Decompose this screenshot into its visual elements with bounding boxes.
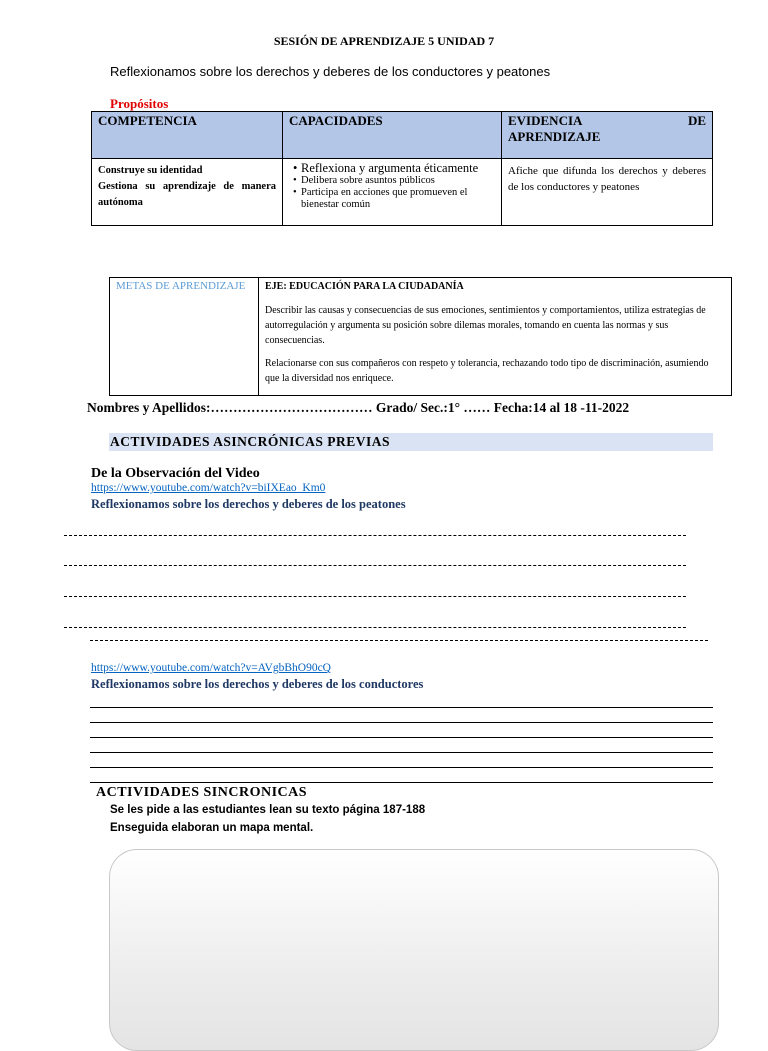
competencia-item: Construye su identidad (98, 165, 203, 176)
answer-line[interactable] (90, 640, 708, 641)
answer-line[interactable] (64, 535, 686, 536)
answer-line[interactable] (64, 627, 686, 628)
capacidad-item: • Delibera sobre asuntos públicos (295, 175, 495, 187)
instruction-line: Se les pide a las estudiantes lean su texto página 187-188 (110, 804, 426, 816)
capacidad-item: • Reflexiona y argumenta éticamente (295, 161, 495, 175)
propositos-table (91, 111, 713, 226)
header-evidencia: EVIDENCIA DE APRENDIZAJE (502, 112, 713, 159)
observacion-heading: De la Observación del Video (91, 466, 260, 481)
video-link-conductores[interactable]: https://www.youtube.com/watch?v=AVgbBhO90cQ (91, 662, 331, 674)
header-competencia: COMPETENCIA (92, 112, 283, 159)
session-subtitle: Reflexionamos sobre los derechos y deberes de los conductores y peatones (110, 64, 551, 79)
eje-heading: EJE: EDUCACIÓN PARA LA CIUDADANÍA (265, 281, 464, 292)
propositos-label: Propósitos (110, 96, 169, 111)
video-link-peatones[interactable]: https://www.youtube.com/watch?v=biIXEao_Km0 (91, 482, 326, 494)
answer-line[interactable] (90, 782, 713, 783)
answer-line[interactable] (90, 767, 713, 768)
answer-line[interactable] (90, 722, 713, 723)
asincronicas-heading: ACTIVIDADES ASINCRÓNICAS PREVIAS (110, 434, 391, 449)
evidencia-cell: Afiche que difunda los derechos y deberes de los conductores y peatones (502, 159, 713, 226)
reflex-conductores: Reflexionamos sobre los derechos y deberes de los conductores (91, 677, 424, 691)
metas-body (259, 278, 732, 396)
answer-line[interactable] (90, 752, 713, 753)
sincronicas-heading: ACTIVIDADES SINCRONICAS (96, 785, 308, 800)
answer-line[interactable] (64, 565, 686, 566)
competencia-item: Gestiona su aprendizaje de manera autónoma (98, 181, 276, 208)
competencia-cell (92, 159, 283, 226)
header-capacidades: CAPACIDADES (283, 112, 502, 159)
meta-paragraph: Describir las causas y consecuencias de sus emociones, sentimientos y comportamientos, utiliza estrategias de autorregulación y argumenta su posición sobre dilemas morales, tomando en cuenta las normas y sus consecuencias. (265, 305, 706, 346)
meta-paragraph: Relacionarse con sus compañeros con respeto y tolerancia, rechazando todo tipo de discriminación, asumiendo que la diversidad nos enriquece. (265, 358, 709, 384)
answer-line[interactable] (90, 737, 713, 738)
metas-label: METAS DE APRENDIZAJE (110, 278, 259, 396)
answer-line[interactable] (64, 596, 686, 597)
session-title: SESIÓN DE APRENDIZAJE 5 UNIDAD 7 (273, 34, 495, 48)
reflex-peatones: Reflexionamos sobre los derechos y deberes de los peatones (91, 497, 406, 511)
answer-line[interactable] (90, 707, 713, 708)
student-info-line: Nombres y Apellidos:……………………………… Grado/ Sec.:1° …… Fecha:14 al 18 -11-2022 (87, 400, 630, 415)
capacidad-item: • Participa en acciones que promueven el bienestar común (295, 187, 495, 211)
instruction-line: Enseguida elaboran un mapa mental. (110, 822, 314, 834)
capacidades-cell (283, 159, 502, 226)
metas-table (109, 277, 732, 396)
mind-map-box[interactable] (109, 849, 719, 1051)
